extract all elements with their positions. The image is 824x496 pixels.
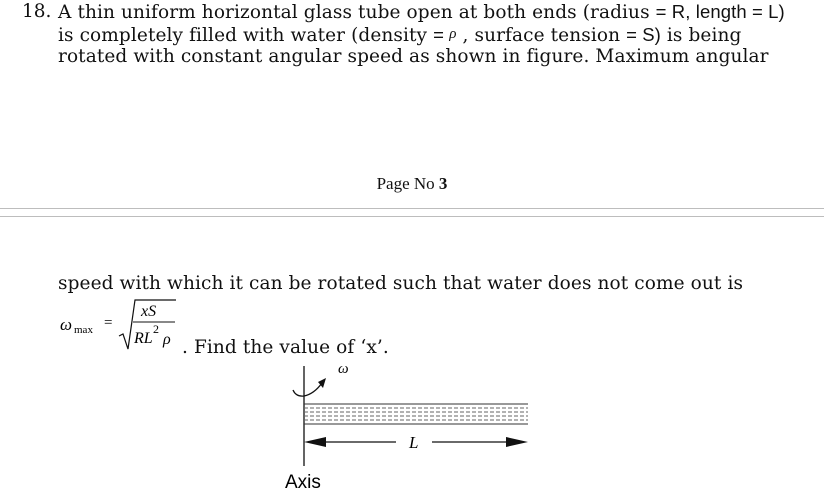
rotating-tube-figure	[280, 358, 540, 492]
formula-omega: ω	[60, 315, 73, 334]
formula-denominator-rho: ρ	[163, 331, 171, 348]
question-line-2	[58, 24, 741, 46]
question-line-1-values: = R, length = L)	[655, 1, 785, 22]
find-x-text: . Find the value of ‘x’.	[182, 337, 389, 358]
question-line-2-surface-value: = S)	[626, 24, 661, 45]
formula-denominator-exponent: 2	[153, 322, 159, 336]
formula-subscript: max	[74, 324, 93, 336]
length-arrowhead-left-icon	[304, 437, 326, 447]
omega-max-formula	[56, 296, 192, 356]
question-line-2-surface: , surface tension	[456, 25, 627, 46]
question-line-4: speed with which it can be rotated such that water does not come out is	[58, 273, 744, 294]
question-number: 18.	[22, 1, 52, 22]
question-line-1	[58, 1, 785, 23]
page-break-line-top	[0, 208, 824, 209]
question-line-1-text: A thin uniform horizontal glass tube open at both ends (radius	[58, 2, 656, 23]
density-symbol: ρ	[449, 26, 457, 42]
axis-label: Axis	[285, 472, 321, 492]
formula-numerator: xS	[141, 303, 157, 320]
page-number-label: Page No	[376, 174, 435, 193]
formula-denominator-base: RL	[134, 330, 153, 347]
question-line-2-end: is being	[660, 25, 742, 46]
length-arrowhead-right-icon	[506, 437, 528, 447]
question-line-3: rotated with constant angular speed as shown in figure. Maximum angular	[58, 46, 769, 67]
length-label: L	[409, 433, 419, 452]
rotation-arrow-icon	[293, 383, 322, 396]
formula-equals: =	[104, 315, 113, 331]
page-number	[0, 174, 824, 194]
page-number-value: 3	[438, 174, 448, 193]
page-break-line-bottom	[0, 216, 824, 217]
omega-label: ω	[338, 361, 349, 377]
question-line-2-text: is completely filled with water (density	[58, 25, 434, 46]
question-line-2-equals: =	[433, 24, 450, 45]
